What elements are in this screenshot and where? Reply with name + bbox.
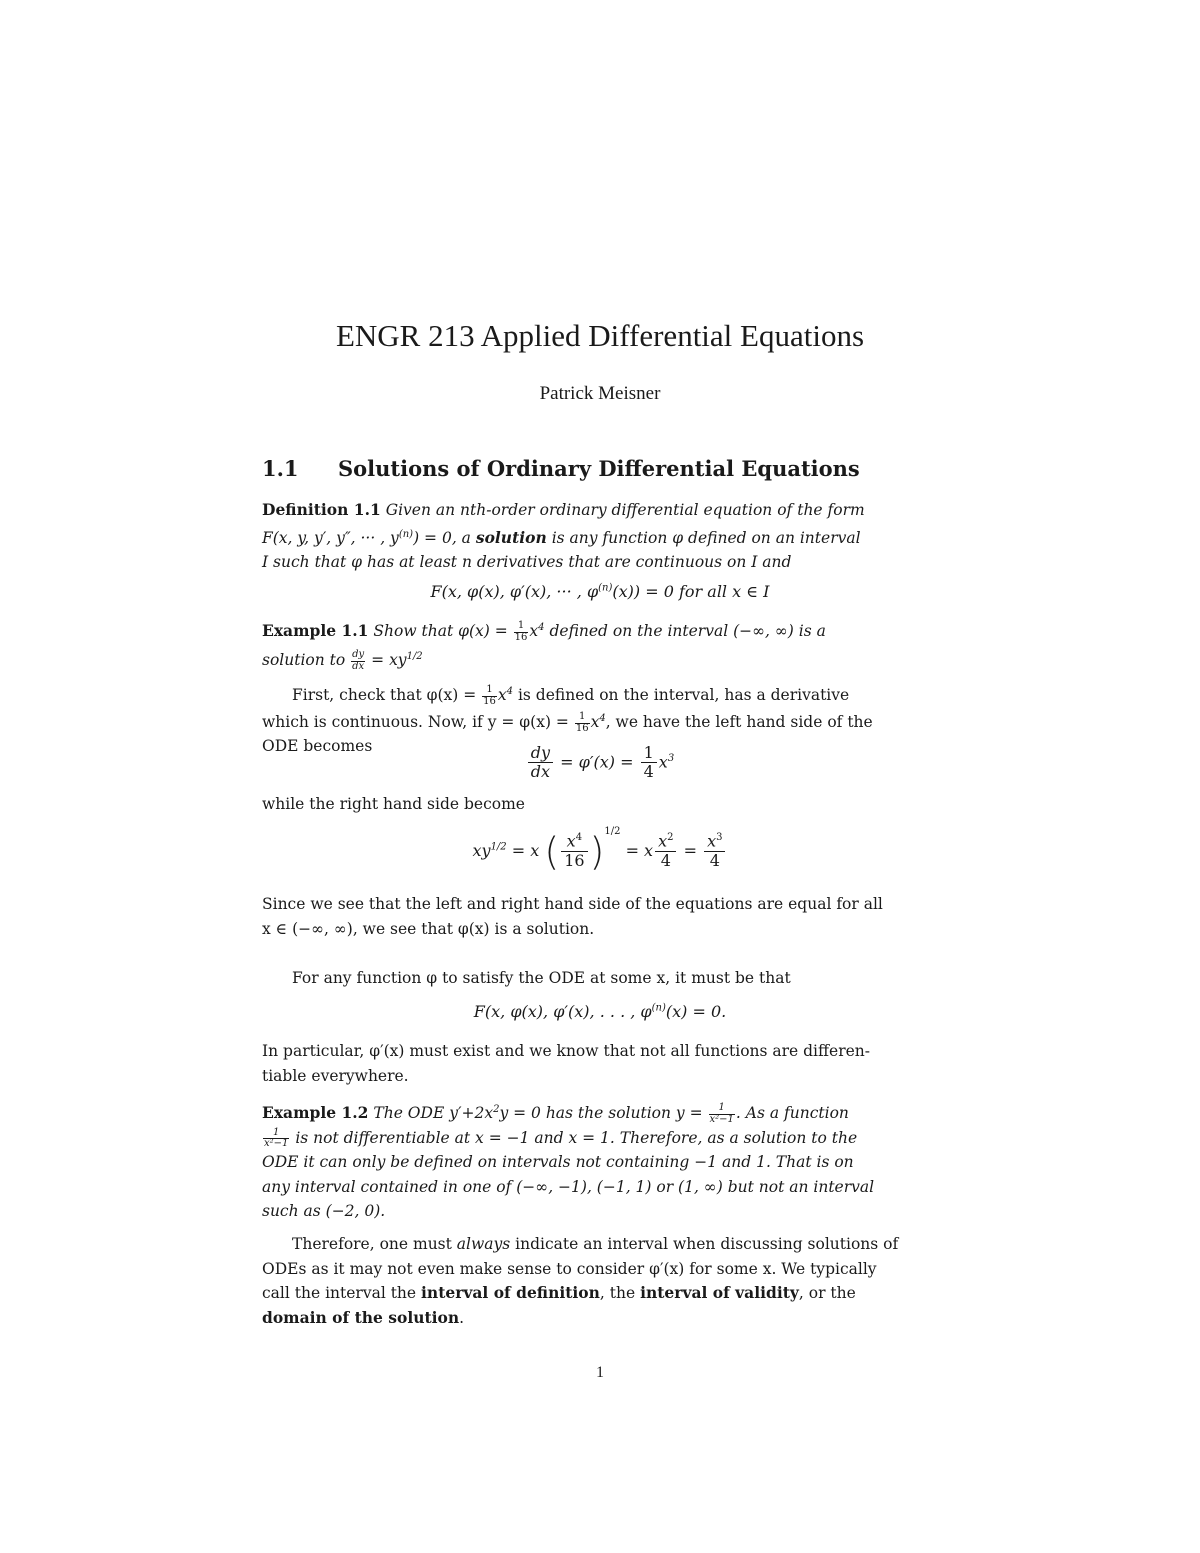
paragraph-any-function: For any function φ to satisfy the ODE at some x, it must be that: [292, 969, 791, 987]
example-1-block: Example 1.1 Show that φ(x) = $\frac{1}{16}$ $x^4$ defined on the interval (−∞, ∞) is a solution to $\frac{dy}{dx}$ = $xy^{1/2}$: [262, 620, 826, 672]
definition-line-3: I such that φ has at least n derivatives that are continuous on I and: [262, 553, 792, 572]
display-equation-general: F(x, φ(x), φ′(x), . . . , $\varphi^{(n)}(x) = 0$.: [473, 1002, 727, 1021]
fraction-1-16: $\frac{1}{16}$: [514, 620, 528, 643]
fraction-x2-4: $\frac{x^2}{4}$: [655, 832, 676, 870]
section-title: Solutions of Ordinary Differential Equations: [338, 456, 860, 481]
fraction-1-x2minus1: $\frac{1}{\text{x²−1}}$: [709, 1102, 734, 1125]
fraction-1-4: $\frac{1}{4}$: [641, 744, 657, 782]
section-heading: [262, 456, 860, 481]
definition-display-equation: F(x, φ(x), φ′(x), ··· , $\varphi^{(n)}(x)) = 0$ for all x ∈ I: [430, 582, 770, 601]
paragraph-therefore: Therefore, one must always indicate an interval when discussing solutions of ODEs as it may not even make sense to consider φ′(x) for some x. We typically call the interval the interval of definition, the interval of validity, or the domain of the solution.: [262, 1235, 899, 1327]
fraction-dydx: $\frac{dy}{dx}$: [352, 649, 365, 672]
fraction-1-x2minus1-b: $\frac{1}{\text{x²−1}}$: [264, 1126, 289, 1150]
fraction-1-16-b: $\frac{1}{16}$: [483, 684, 496, 707]
page-number: 1: [596, 1364, 604, 1381]
term-interval-of-validity: interval of validity: [640, 1283, 799, 1302]
paragraph-conclusion: Since we see that the left and right hand side of the equations are equal for all x ∈ (−∞, ∞), we see that φ(x) is a solution.: [262, 895, 883, 938]
fraction-dydx-display: $\frac{dy}{dx}$: [528, 744, 553, 782]
section-number: 1.1: [262, 456, 299, 481]
example-1-label: Example 1.1: [262, 621, 369, 641]
term-domain-of-solution: domain of the solution: [262, 1307, 460, 1327]
fraction-1-16-c: $\frac{1}{16}$: [575, 711, 589, 734]
solution-term: solution: [475, 527, 547, 547]
fraction-x3-4: $\frac{x^3}{4}$: [704, 832, 725, 870]
display-equation-dydx: $\frac{dy}{dx}$ = φ′(x) = $\frac{1}{4}$ $x^3$: [0, 744, 1200, 782]
fraction-x4-16: $\frac{x^4}{16}$: [561, 832, 587, 870]
document-title: ENGR 213 Applied Differential Equations: [335, 318, 865, 353]
term-interval-of-definition: interval of definition: [421, 1283, 600, 1302]
paragraph-check-derivative: First, check that φ(x) = $\frac{1}{16}$ $x^4$ is defined on the interval, has a derivative which is continuous. Now, if y = φ(x) = $\frac{1}{16}$ $x^4$, we have the left hand side of the ODE becomes: [262, 684, 873, 756]
definition-label: Definition 1.1: [262, 500, 381, 519]
paragraph-rhs: while the right hand side become: [262, 795, 525, 813]
paragraph-in-particular: In particular, φ′(x) must exist and we know that not all functions are differen- tiable everywhere.: [262, 1042, 871, 1085]
example-2-block: Example 1.2 The ODE $y'+2x^2y = 0$ has the solution y = $\frac{1}{\text{x²−1}}$ . As a function $\frac{1}{\text{x²−1}}$ is not differentiable at x = −1 and x = 1. Therefore, as a solution to the ODE it can only be defined on intervals not containing −1 and 1. That is on any interval contained in one of (−∞, −1), (−1, 1) or (1, ∞) but not an interval such as (−2, 0).: [262, 1102, 875, 1221]
display-equation-rhs: $xy^{1/2} = x$ ( $\frac{x^4}{16}$ )$^{1/2}$ = x $\frac{x^2}{4}$ = $\frac{x^3}{4}$: [0, 826, 1200, 874]
definition-block: Definition 1.1 Given an nth-order ordinary differential equation of the form F(x, y, y′, y″, ··· , $y^{(n)}) = 0$, a solution is any function φ defined on an interval I such that φ has at least n derivatives that are continuous on I and: [262, 500, 865, 572]
definition-line-1: Given an nth-order ordinary differential equation of the form: [385, 501, 865, 519]
example-2-label: Example 1.2: [262, 1103, 369, 1123]
author-name: Patrick Meisner: [539, 383, 661, 404]
